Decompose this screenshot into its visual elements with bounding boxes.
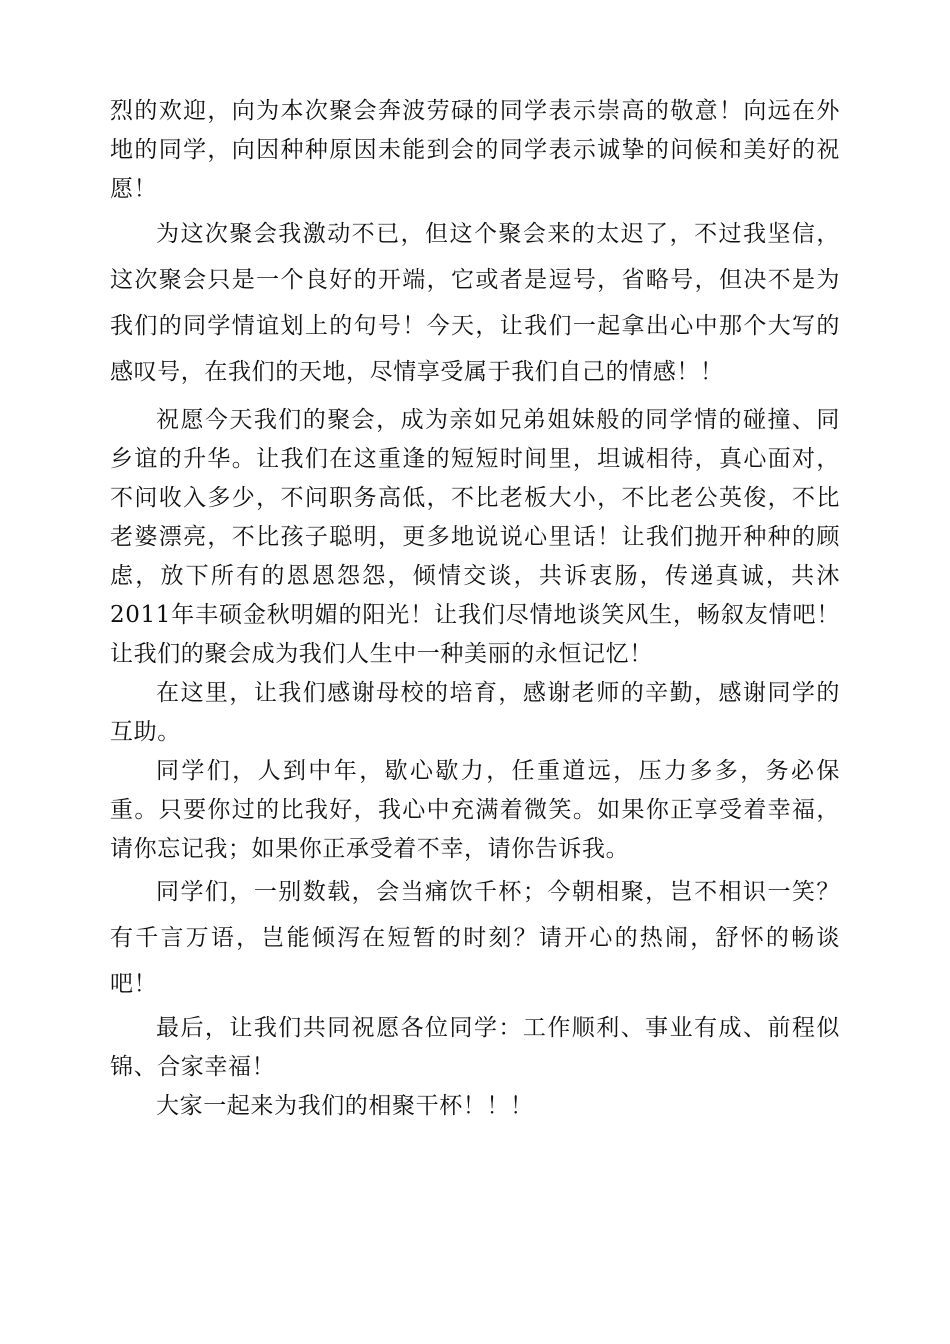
paragraph-welcome: 烈的欢迎，向为本次聚会奔波劳碌的同学表示崇高的敬意！向远在外地的同学，向因种种原因未能到会的同学表示诚挚的问候和美好的祝愿！ bbox=[110, 98, 840, 202]
paragraph-final-wishes: 最后，让我们共同祝愿各位同学：工作顺利、事业有成、前程似锦、合家幸福！ bbox=[110, 1015, 840, 1080]
paragraph-wishes: 祝愿今天我们的聚会，成为亲如兄弟姐妹般的同学情的碰撞、同乡谊的升华。让我们在这重逢的短短时间里，坦诚相待，真心面对，不问收入多少，不问职务高低，不比老板大小，不比老公英俊，不比老婆漂亮，不比孩子聪明，更多地说说心里话！让我们抛开种种的顾虑，放下所有的恩恩怨怨，倾情交谈，共诉衷肠，传递真诚，共沐2011年丰硕金秋明媚的阳光！让我们尽情地谈笑风生，畅叙友情吧！让我们的聚会成为我们人生中一种美丽的永恒记忆！ bbox=[110, 407, 840, 667]
paragraph-toast: 大家一起来为我们的相聚干杯！！！ bbox=[156, 1093, 534, 1119]
paragraph-excitement: 为这次聚会我激动不已，但这个聚会来的太迟了，不过我坚信，这次聚会只是一个良好的开端，它或者是逗号，省略号，但决不是为我们的同学情谊划上的句号！今天，让我们一起拿出心中那个大写的感叹号，在我们的天地，尽情享受属于我们自己的情感！！ bbox=[110, 221, 840, 385]
paragraph-reunion: 同学们，一别数载，会当痛饮千杯；今朝相聚，岂不相识一笑？有千言万语，岂能倾泻在短暂的时刻？请开心的热闹，舒怀的畅谈吧！ bbox=[110, 879, 840, 997]
paragraph-thanks: 在这里，让我们感谢母校的培育，感谢老师的辛勤，感谢同学的互助。 bbox=[110, 680, 840, 745]
paragraph-middle-age: 同学们，人到中年，歇心歇力，任重道远，压力多多，务必保重。只要你过的比我好，我心中充满着微笑。如果你正享受着幸福，请你忘记我；如果你正承受着不幸，请你告诉我。 bbox=[110, 758, 840, 862]
document-page bbox=[110, 92, 840, 1126]
